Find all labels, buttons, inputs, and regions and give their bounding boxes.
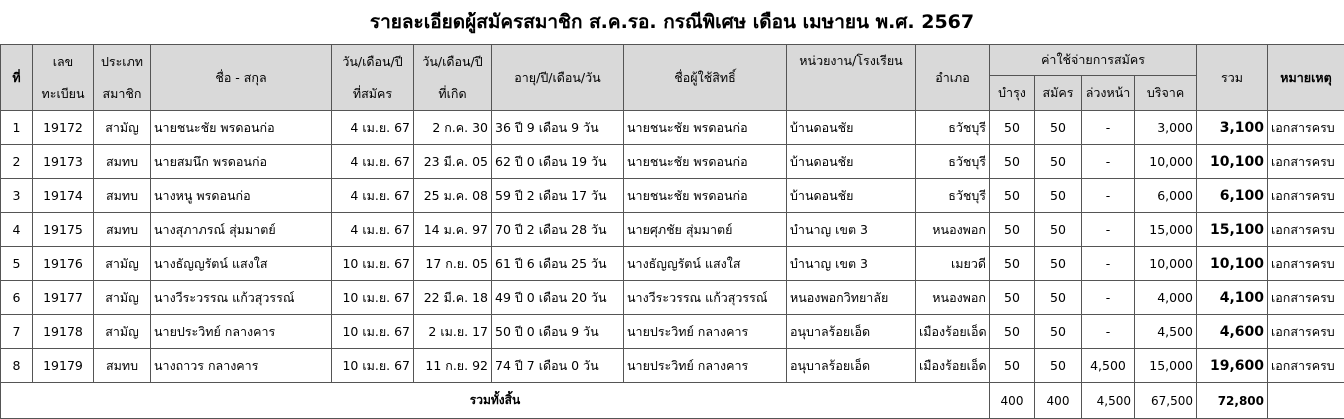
cell-unit: บำนาญ เขต 3 xyxy=(787,213,916,247)
cell-advance: - xyxy=(1082,179,1135,213)
table-row xyxy=(1,247,1344,281)
cell-type: สามัญ xyxy=(94,247,151,281)
cell-note: เอกสารครบ xyxy=(1268,315,1344,349)
cell-apply-date: 10 เม.ย. 67 xyxy=(332,315,414,349)
cell-age: 50 ปี 0 เดือน 9 วัน xyxy=(492,315,624,349)
table-row xyxy=(1,315,1344,349)
cell-type: สมทบ xyxy=(94,179,151,213)
cell-name: นางหนู พรดอนก่อ xyxy=(151,179,332,213)
header-birth-bottom: ที่เกิด xyxy=(438,85,467,101)
cell-unit: อนุบาลร้อยเอ็ด xyxy=(787,315,916,349)
table-row xyxy=(1,145,1344,179)
cell-total: 19,600 xyxy=(1197,349,1268,383)
cell-birth-date: 2 ก.ค. 30 xyxy=(414,111,492,145)
cell-donate: 6,000 xyxy=(1135,179,1197,213)
header-apply-bottom: ที่สมัคร xyxy=(352,85,393,101)
cell-applyfee: 50 xyxy=(1035,315,1082,349)
header-beneficiary: ชื่อผู้ใช้สิทธิ์ xyxy=(624,45,787,111)
cell-reg: 19177 xyxy=(33,281,94,315)
cell-age: 74 ปี 7 เดือน 0 วัน xyxy=(492,349,624,383)
cell-birth-date: 17 ก.ย. 05 xyxy=(414,247,492,281)
cell-beneficiary: นายชนะชัย พรดอนก่อ xyxy=(624,111,787,145)
header-name: ชื่อ - สกุล xyxy=(151,45,332,111)
cell-applyfee: 50 xyxy=(1035,145,1082,179)
cell-beneficiary: นายประวิทย์ กลางคาร xyxy=(624,349,787,383)
cell-no: 7 xyxy=(1,315,33,349)
table-row xyxy=(1,281,1344,315)
totals-maint: 400 xyxy=(990,383,1035,419)
cell-total: 3,100 xyxy=(1197,111,1268,145)
cell-beneficiary: นายประวิทย์ กลางคาร xyxy=(624,315,787,349)
cell-no: 5 xyxy=(1,247,33,281)
cell-name: นายประวิทย์ กลางคาร xyxy=(151,315,332,349)
cell-unit: บ้านดอนชัย xyxy=(787,111,916,145)
cell-name: นางถาวร กลางคาร xyxy=(151,349,332,383)
cell-donate: 3,000 xyxy=(1135,111,1197,145)
header-reg-bottom: ทะเบียน xyxy=(41,85,85,101)
header-apply-top: วัน/เดือน/ปี xyxy=(342,53,403,69)
cell-total: 15,100 xyxy=(1197,213,1268,247)
cell-applyfee: 50 xyxy=(1035,213,1082,247)
cell-age: 59 ปี 2 เดือน 17 วัน xyxy=(492,179,624,213)
cell-age: 49 ปี 0 เดือน 20 วัน xyxy=(492,281,624,315)
cell-age: 61 ปี 6 เดือน 25 วัน xyxy=(492,247,624,281)
cell-age: 62 ปี 0 เดือน 19 วัน xyxy=(492,145,624,179)
cell-apply-date: 10 เม.ย. 67 xyxy=(332,247,414,281)
cell-reg: 19179 xyxy=(33,349,94,383)
cell-note: เอกสารครบ xyxy=(1268,145,1344,179)
cell-district: เมืองร้อยเอ็ด xyxy=(916,315,990,349)
cell-type: สมทบ xyxy=(94,349,151,383)
cell-note: เอกสารครบ xyxy=(1268,111,1344,145)
cell-note: เอกสารครบ xyxy=(1268,281,1344,315)
cell-maint: 50 xyxy=(990,145,1035,179)
cell-no: 1 xyxy=(1,111,33,145)
cell-total: 4,600 xyxy=(1197,315,1268,349)
cell-maint: 50 xyxy=(990,213,1035,247)
cell-donate: 10,000 xyxy=(1135,247,1197,281)
cell-maint: 50 xyxy=(990,315,1035,349)
header-cost-group: ค่าใช้จ่ายการสมัคร xyxy=(990,45,1197,76)
cell-unit: บ้านดอนชัย xyxy=(787,179,916,213)
cell-birth-date: 25 ม.ค. 08 xyxy=(414,179,492,213)
cell-note: เอกสารครบ xyxy=(1268,213,1344,247)
cell-district: ธวัชบุรี xyxy=(916,145,990,179)
table-row xyxy=(1,213,1344,247)
cell-apply-date: 4 เม.ย. 67 xyxy=(332,213,414,247)
cell-district: ธวัชบุรี xyxy=(916,179,990,213)
cell-advance: - xyxy=(1082,213,1135,247)
totals-donate: 67,500 xyxy=(1135,383,1197,419)
cell-beneficiary: นายชนะชัย พรดอนก่อ xyxy=(624,179,787,213)
cell-name: นางวีระวรรณ แก้วสุวรรณ์ xyxy=(151,281,332,315)
header-age: อายุ/ปี/เดือน/วัน xyxy=(492,45,624,111)
cell-reg: 19176 xyxy=(33,247,94,281)
cell-type: สามัญ xyxy=(94,315,151,349)
cell-advance: 4,500 xyxy=(1082,349,1135,383)
cell-note: เอกสารครบ xyxy=(1268,179,1344,213)
cell-advance: - xyxy=(1082,111,1135,145)
totals-advance: 4,500 xyxy=(1082,383,1135,419)
cell-no: 8 xyxy=(1,349,33,383)
cell-maint: 50 xyxy=(990,179,1035,213)
cell-maint: 50 xyxy=(990,111,1035,145)
cell-total: 4,100 xyxy=(1197,281,1268,315)
cell-reg: 19178 xyxy=(33,315,94,349)
cell-beneficiary: นางวีระวรรณ แก้วสุวรรณ์ xyxy=(624,281,787,315)
cell-birth-date: 23 มี.ค. 05 xyxy=(414,145,492,179)
cell-applyfee: 50 xyxy=(1035,281,1082,315)
header-cost-maint: บำรุง xyxy=(990,76,1035,111)
cell-donate: 10,000 xyxy=(1135,145,1197,179)
cell-donate: 15,000 xyxy=(1135,213,1197,247)
members-table xyxy=(0,44,1344,419)
cell-advance: - xyxy=(1082,145,1135,179)
cell-no: 4 xyxy=(1,213,33,247)
cell-total: 10,100 xyxy=(1197,247,1268,281)
cell-unit: อนุบาลร้อยเอ็ด xyxy=(787,349,916,383)
cell-unit: บำนาญ เขต 3 xyxy=(787,247,916,281)
header-reg xyxy=(33,45,94,111)
table-body xyxy=(1,111,1344,383)
cell-type: สมทบ xyxy=(94,213,151,247)
header-cost-apply: สมัคร xyxy=(1035,76,1082,111)
cell-donate: 4,000 xyxy=(1135,281,1197,315)
cell-apply-date: 4 เม.ย. 67 xyxy=(332,145,414,179)
cell-reg: 19173 xyxy=(33,145,94,179)
cell-district: เมืองร้อยเอ็ด xyxy=(916,349,990,383)
cell-apply-date: 4 เม.ย. 67 xyxy=(332,179,414,213)
cell-name: นายสมนึก พรดอนก่อ xyxy=(151,145,332,179)
cell-district: หนองพอก xyxy=(916,281,990,315)
cell-total: 10,100 xyxy=(1197,145,1268,179)
cell-advance: - xyxy=(1082,247,1135,281)
totals-apply: 400 xyxy=(1035,383,1082,419)
header-cost-advance: ล่วงหน้า xyxy=(1082,76,1135,111)
header-birth-top: วัน/เดือน/ปี xyxy=(422,53,483,69)
header-type-bottom: สมาชิก xyxy=(102,85,142,101)
cell-advance: - xyxy=(1082,281,1135,315)
cell-maint: 50 xyxy=(990,247,1035,281)
cell-district: ธวัชบุรี xyxy=(916,111,990,145)
cell-applyfee: 50 xyxy=(1035,349,1082,383)
cell-unit: หนองพอกวิทยาลัย xyxy=(787,281,916,315)
cell-no: 2 xyxy=(1,145,33,179)
cell-name: นางธัญญรัตน์ แสงใส xyxy=(151,247,332,281)
table-row xyxy=(1,179,1344,213)
cell-reg: 19174 xyxy=(33,179,94,213)
totals-row xyxy=(1,383,1344,419)
cell-beneficiary: นางธัญญรัตน์ แสงใส xyxy=(624,247,787,281)
header-district: อำเภอ xyxy=(916,45,990,111)
cell-birth-date: 2 เม.ย. 17 xyxy=(414,315,492,349)
header-total: รวม xyxy=(1197,45,1268,111)
cell-district: เมยวดี xyxy=(916,247,990,281)
cell-type: สมทบ xyxy=(94,145,151,179)
cell-reg: 19175 xyxy=(33,213,94,247)
totals-label: รวมทั้งสิ้น xyxy=(1,383,990,419)
cell-unit: บ้านดอนชัย xyxy=(787,145,916,179)
table-row xyxy=(1,111,1344,145)
header-birth-date xyxy=(414,45,492,111)
header-cost-donate: บริจาค xyxy=(1135,76,1197,111)
cell-applyfee: 50 xyxy=(1035,179,1082,213)
header-unit: หน่วยงาน/โรงเรียน xyxy=(787,45,916,111)
header-no: ที่ xyxy=(1,45,33,111)
totals-note xyxy=(1268,383,1344,419)
header-type xyxy=(94,45,151,111)
header-reg-top: เลข xyxy=(52,53,74,69)
cell-age: 70 ปี 2 เดือน 28 วัน xyxy=(492,213,624,247)
header-apply-date xyxy=(332,45,414,111)
cell-reg: 19172 xyxy=(33,111,94,145)
cell-note: เอกสารครบ xyxy=(1268,247,1344,281)
cell-applyfee: 50 xyxy=(1035,111,1082,145)
cell-beneficiary: นายชนะชัย พรดอนก่อ xyxy=(624,145,787,179)
cell-birth-date: 11 ก.ย. 92 xyxy=(414,349,492,383)
cell-no: 3 xyxy=(1,179,33,213)
cell-apply-date: 10 เม.ย. 67 xyxy=(332,281,414,315)
table-row xyxy=(1,349,1344,383)
header-type-top: ประเภท xyxy=(100,53,144,69)
cell-name: นางสุภาภรณ์ สุ่มมาตย์ xyxy=(151,213,332,247)
cell-birth-date: 14 ม.ค. 97 xyxy=(414,213,492,247)
cell-name: นายชนะชัย พรดอนก่อ xyxy=(151,111,332,145)
cell-advance: - xyxy=(1082,315,1135,349)
cell-beneficiary: นายศุภชัย สุ่มมาตย์ xyxy=(624,213,787,247)
page-title: รายละเอียดผู้สมัครสมาชิก ส.ค.รอ. กรณีพิเศษ เดือน เมษายน พ.ศ. 2567 xyxy=(0,0,1344,45)
totals-grand: 72,800 xyxy=(1197,383,1268,419)
cell-donate: 15,000 xyxy=(1135,349,1197,383)
cell-district: หนองพอก xyxy=(916,213,990,247)
cell-no: 6 xyxy=(1,281,33,315)
cell-type: สามัญ xyxy=(94,281,151,315)
cell-maint: 50 xyxy=(990,281,1035,315)
cell-birth-date: 22 มี.ค. 18 xyxy=(414,281,492,315)
cell-apply-date: 4 เม.ย. 67 xyxy=(332,111,414,145)
cell-age: 36 ปี 9 เดือน 9 วัน xyxy=(492,111,624,145)
header-note: หมายเหตุ xyxy=(1268,45,1344,111)
cell-applyfee: 50 xyxy=(1035,247,1082,281)
cell-type: สามัญ xyxy=(94,111,151,145)
cell-apply-date: 10 เม.ย. 67 xyxy=(332,349,414,383)
cell-total: 6,100 xyxy=(1197,179,1268,213)
cell-donate: 4,500 xyxy=(1135,315,1197,349)
cell-maint: 50 xyxy=(990,349,1035,383)
cell-note: เอกสารครบ xyxy=(1268,349,1344,383)
